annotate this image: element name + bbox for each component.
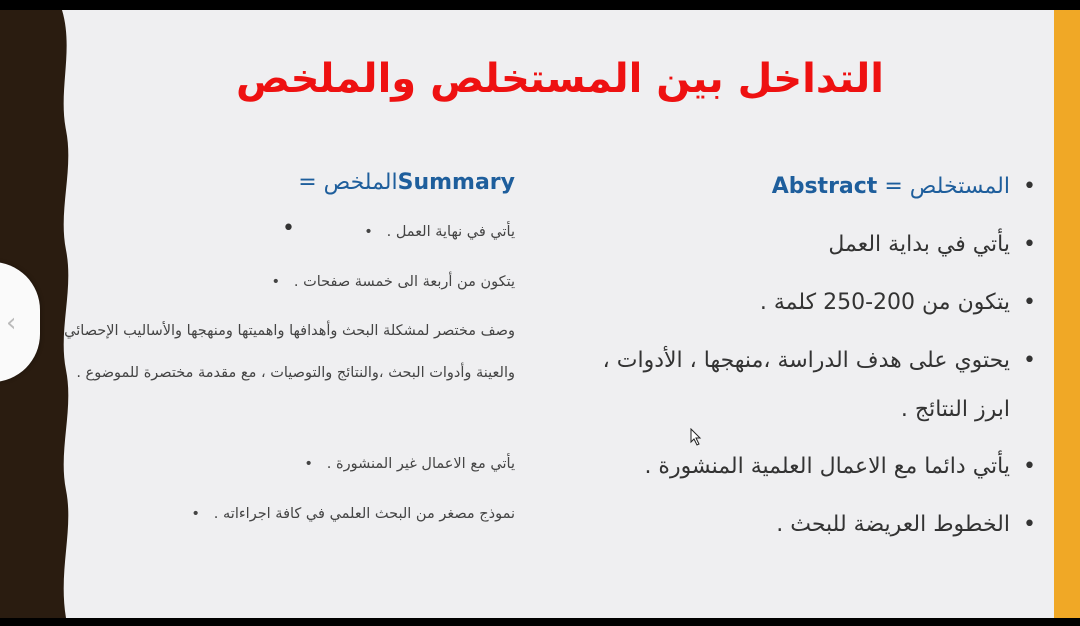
summary-bullet-text: وصف مختصر لمشكلة البحث وأهدافها واهميتها ومنهجها والأساليب الإحصائي والعينة وأدوات البحث ،والنتائج والتوصيات ، مع مقدمة مختصرة للموضوع . [64,323,515,381]
bullet: • [1023,512,1036,537]
abstract-list [576,158,1036,554]
list-item [576,496,1036,554]
list-item [35,442,515,492]
abstract-header-en: Abstract [771,174,878,199]
abstract-bullet-text: الخطوط العريضة للبحث . [776,512,1010,537]
list-item [576,216,1036,274]
bullet: • [304,456,313,472]
bullet: • [1023,454,1036,479]
list-item-continuation [576,390,1036,438]
summary-bullet-text: نموذج مصغر من البحث العلمي في كافة اجراءاته . • [191,506,515,522]
list-item [576,274,1036,332]
abstract-bullet-text: ابرز النتائج . [900,397,1010,422]
bullet: • [191,506,200,522]
summary-bullet-text: يتكون من أربعة الى خمسة صفحات . • [271,274,515,290]
summary-header-ar: الملخص = [298,170,398,195]
bullet: • [1023,348,1036,373]
abstract-header [576,158,1036,216]
list-item [35,310,515,442]
list-item [35,492,515,542]
bullet: • [271,274,281,290]
abstract-bullet-text: يأتي في بداية العمل [828,232,1010,257]
list-item [35,260,515,310]
list-item [35,210,515,260]
bullet: • [1023,290,1036,315]
abstract-bullet-text: يتكون من 200-250 كلمة . [759,290,1010,315]
slide-title: التداخل بين المستخلص والملخص [236,56,884,102]
mouse-cursor-icon [690,428,702,446]
abstract-header-ar: المستخلص = [884,174,1010,199]
summary-bullet-text: يأتي مع الاعمال غير المنشورة . • [304,456,515,472]
slide [0,10,1080,618]
summary-header-en: Summary [397,170,515,195]
list-item [576,438,1036,496]
abstract-bullet-text: يأتي دائما مع الاعمال العلمية المنشورة . [644,454,1010,479]
summary-list [35,160,515,542]
bullet: • [1023,174,1036,199]
bullet: • [1023,232,1036,257]
accent-bar [1054,10,1080,618]
bullet: • [282,216,295,241]
bullet: • [364,224,373,240]
abstract-bullet-text: يحتوي على هدف الدراسة ،منهجها ، الأدوات ، [602,348,1010,373]
chevron-left-icon: ‹ [6,308,17,338]
list-item [576,332,1036,390]
summary-bullet-text: يأتي في نهاية العمل . • [364,224,515,240]
